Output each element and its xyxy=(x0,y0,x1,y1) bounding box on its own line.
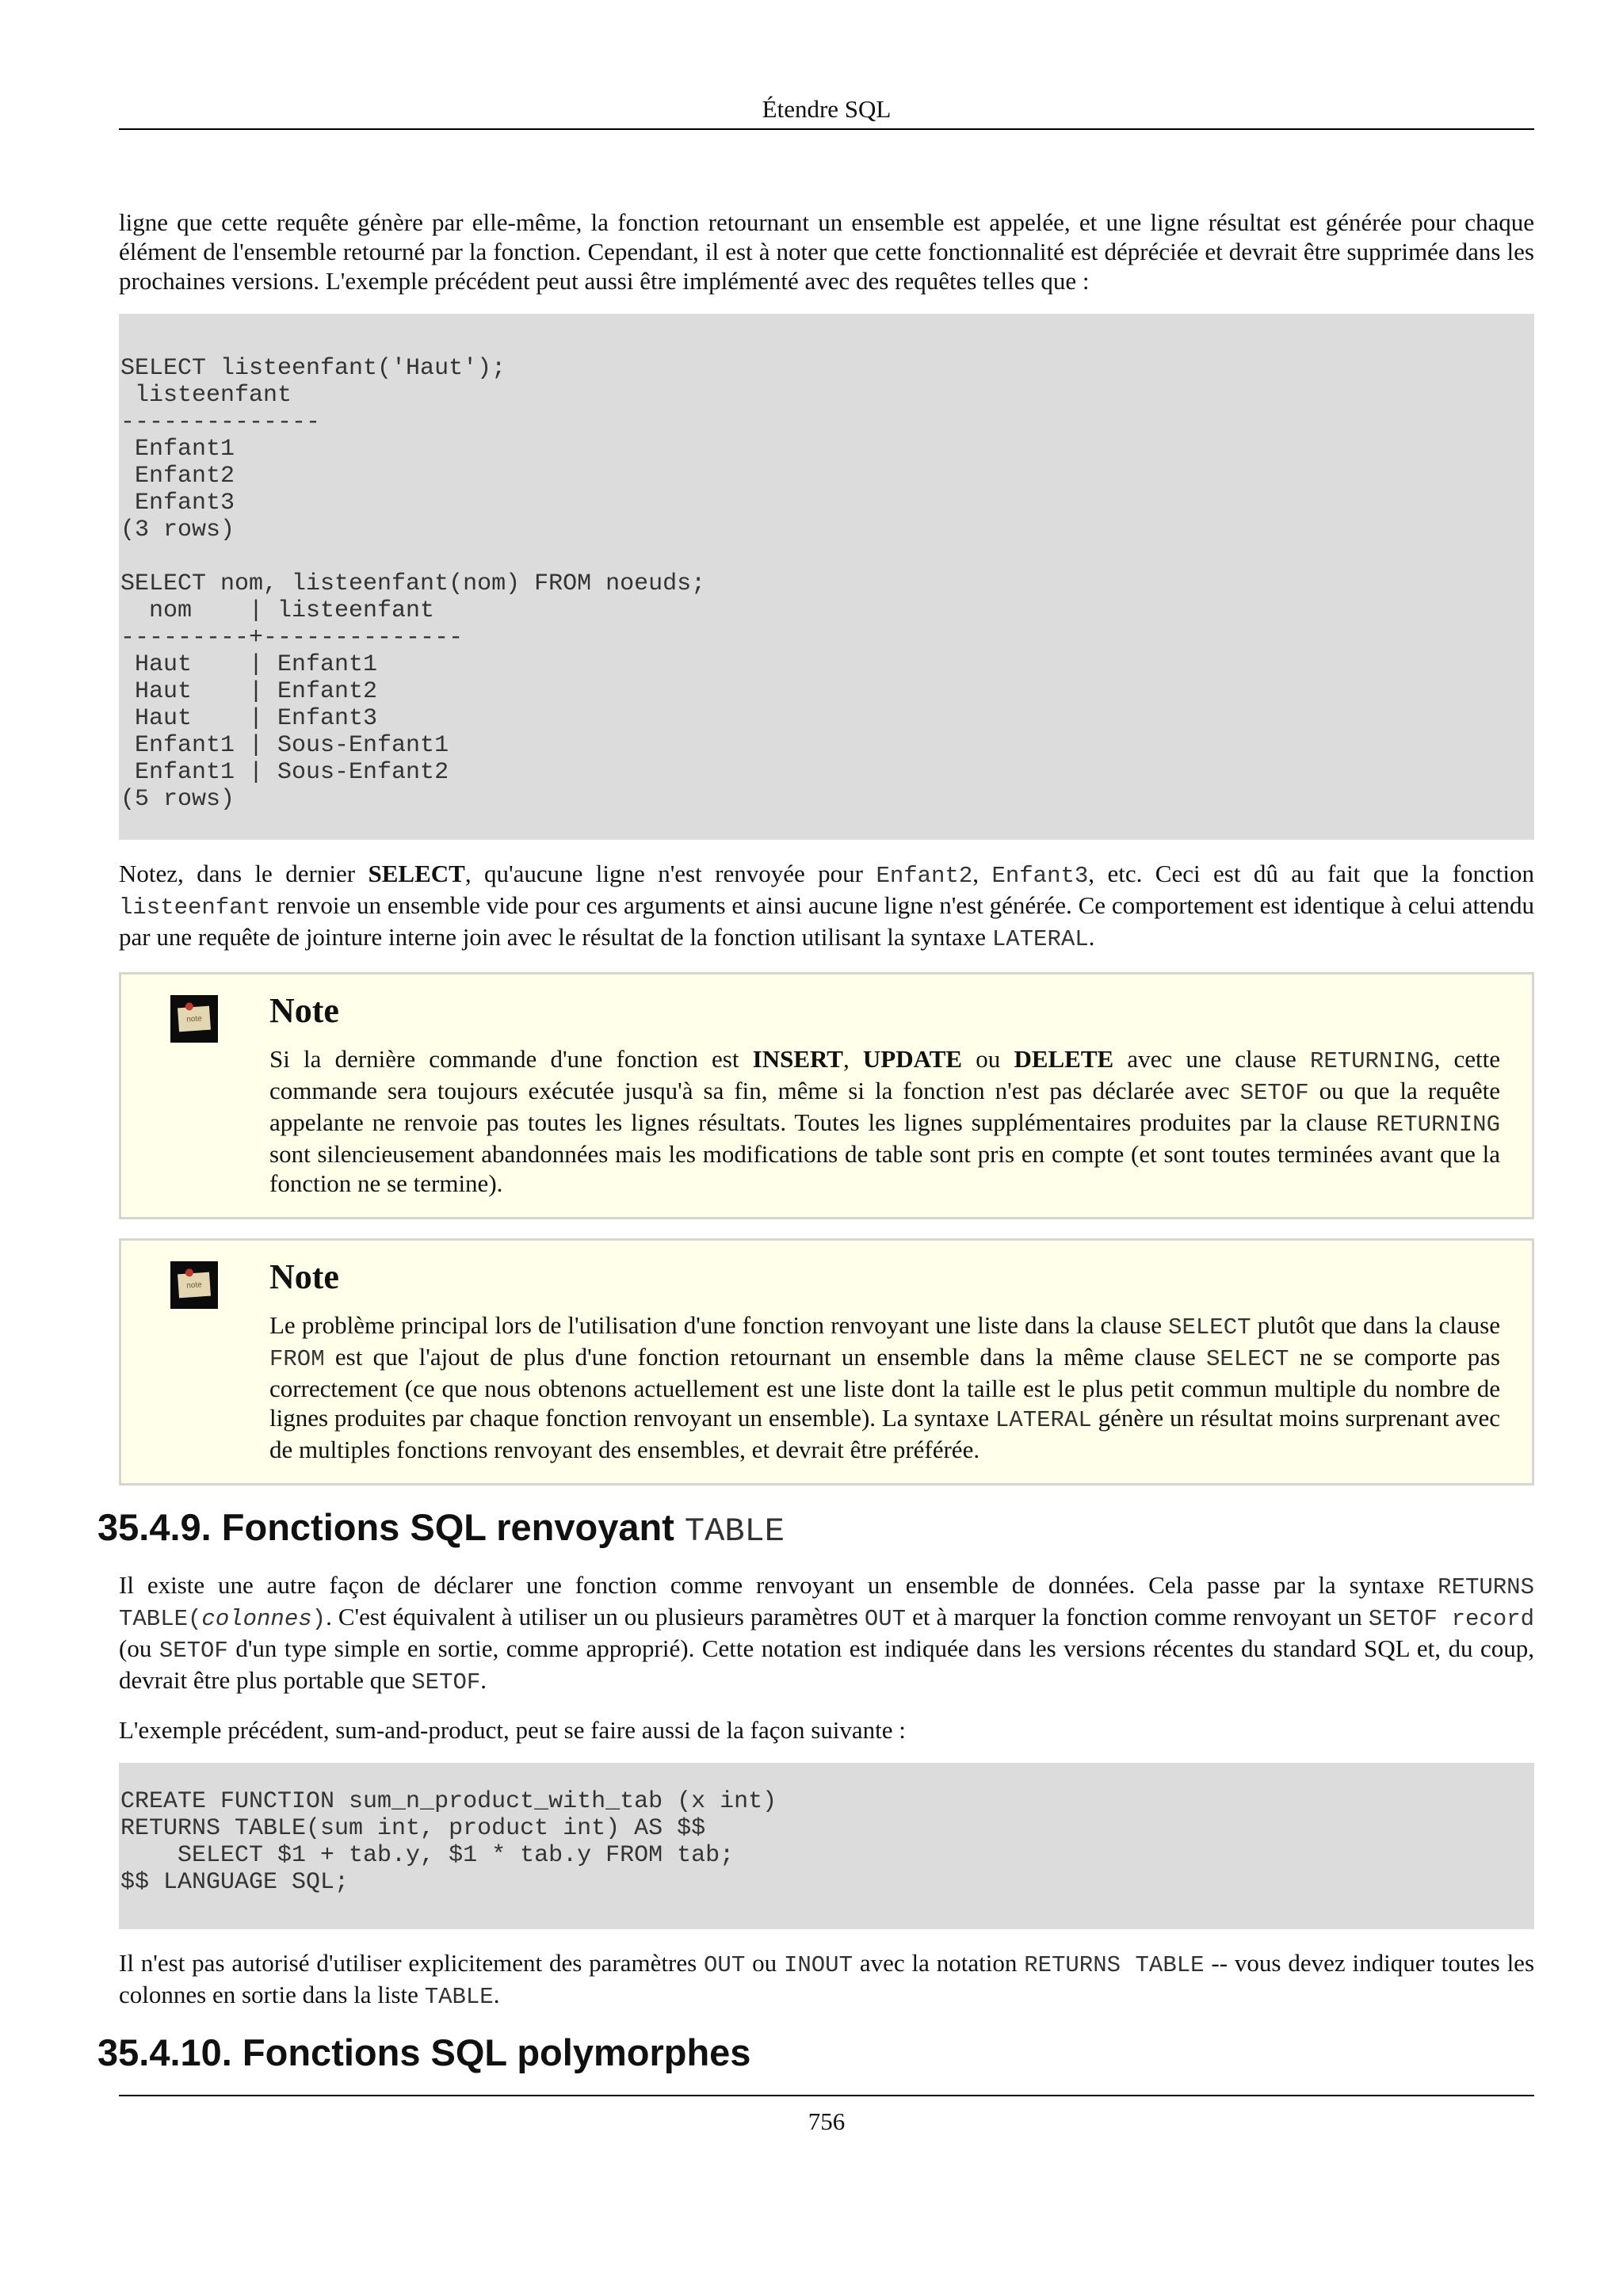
intro-paragraph: ligne que cette requête génère par elle-même, la fonction retournant un ensemble est appelée, et une ligne résultat est générée pour chaque élément de l'ensemble retourné par la fonction. Cependant, il est à noter que cette fonctionnalité est dépréciée et devrait être supprimée dans les prochaines versions. L'exemple précédent peut aussi être implémenté avec des requêtes telles que : xyxy=(119,208,1534,295)
note-title: Note xyxy=(269,1257,339,1296)
note-icon xyxy=(170,1261,218,1309)
note-title: Note xyxy=(269,991,339,1030)
note-text: Le problème principal lors de l'utilisation d'une fonction renvoyant une liste dans la clause SELECT plutôt que dans la clause FROM est que l'ajout de plus d'une fonction retournant un ensemble dans la même clause SELECT ne se comporte pas correctement (ce que nous obtenons actuellement est une liste dont la taille est le plus petit commun multiple du nombre de lignes produites par chaque fonction renvoyant un ensemble). La syntaxe LATERAL génère un résultat moins surprenant avec de multiples fonctions renvoyant des ensembles, et devrait être préférée. xyxy=(269,1311,1500,1463)
page-header-title: Étendre SQL xyxy=(762,95,892,123)
note-box-returning xyxy=(119,972,1534,1219)
note-paper: note xyxy=(178,1006,211,1032)
paragraph-example-intro: L'exemple précédent, sum-and-product, peut se faire aussi de la façon suivante : xyxy=(119,1716,906,1744)
note-icon xyxy=(170,995,218,1043)
header-rule xyxy=(119,128,1534,130)
page-content xyxy=(97,208,1535,2092)
paragraph-lateral-explanation: Notez, dans le dernier SELECT, qu'aucune ligne n'est renvoyée pour Enfant2, Enfant3, etc. Ceci est dû au fait que la fonction listeenfant renvoie un ensemble vide pour ces arguments et ainsi aucune ligne n'est générée. Ce comportement est identique à celui attendu par une requête de jointure interne join avec le résultat de la fonction utilisant la syntaxe LATERAL. xyxy=(119,860,1535,952)
paragraph-returns-table: Il existe une autre façon de déclarer une fonction comme renvoyant un ensemble de données. Cela passe par la syntaxe RETURNS TABLE(colonnes). C'est équivalent à utiliser un ou plusieurs paramètres OUT et à marquer la fonction comme renvoyant un SETOF record (ou SETOF d'un type simple en sortie, comme approprié). Cette notation est indiquée dans les versions récentes du standard SQL et, du coup, devrait être plus portable que SETOF. xyxy=(119,1571,1534,1695)
code-block-sum-n-product: CREATE FUNCTION sum_n_product_with_tab (x int) RETURNS TABLE(sum int, product int) AS $$ SELECT $1 + tab.y, $1 * tab.y FROM tab; $$ LANGUAGE SQL; xyxy=(119,1763,1534,1929)
note-paper: note xyxy=(178,1272,211,1299)
code-block-listeenfant: SELECT listeenfant('Haut'); listeenfant -------------- Enfant1 Enfant2 Enfant3 (3 rows) SELECT nom, listeenfant(nom) FROM noeuds; nom | listeenfant ---------+-------------- Haut | Enfant1 Haut | Enfant2 Haut | Enfant3 Enfant1 | Sous-Enfant1 Enfant1 | Sous-Enfant2 (5 rows) xyxy=(119,314,1534,840)
section-heading-polymorphic: 35.4.10. Fonctions SQL polymorphes xyxy=(97,2031,751,2073)
paragraph-out-inout: Il n'est pas autorisé d'utiliser explicitement des paramètres OUT ou INOUT avec la notation RETURNS TABLE -- vous devez indiquer toutes les colonnes en sortie dans la liste TABLE. xyxy=(119,1949,1535,2010)
footer-rule xyxy=(119,2095,1534,2096)
note-box-select-from xyxy=(119,1238,1534,1486)
section-heading-returns-table: 35.4.9. Fonctions SQL renvoyant TABLE xyxy=(97,1506,785,1550)
page-number: 756 xyxy=(808,2107,846,2135)
note-text: Si la dernière commande d'une fonction est INSERT, UPDATE ou DELETE avec une clause RETURNING, cette commande sera toujours exécutée jusqu'à sa fin, même si la fonction n'est pas déclarée avec SETOF ou que la requête appelante ne renvoie pas toutes les lignes résultats. Toutes les lignes supplémentaires produites par la clause RETURNING sont silencieusement abandonnées mais les modifications de table sont pris en compte (et sont toutes terminées avant que la fonction ne se termine). xyxy=(269,1045,1501,1197)
